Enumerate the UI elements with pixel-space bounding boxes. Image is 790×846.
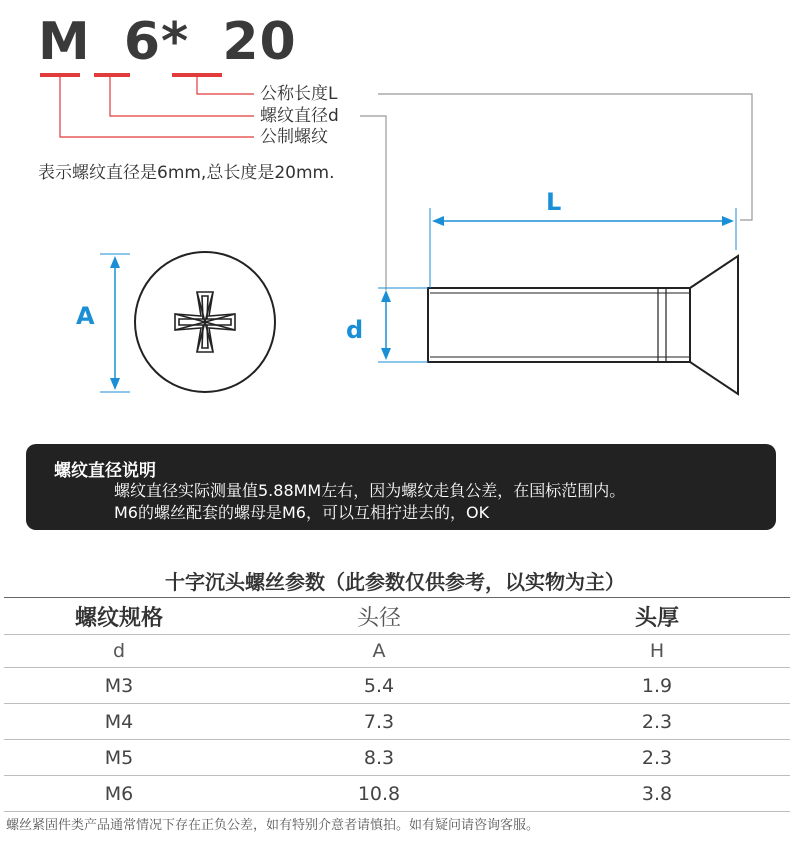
subheader-d: d: [4, 635, 234, 668]
cell-head-diameter: 8.3: [234, 740, 524, 776]
note-heading: 螺纹直径说明: [54, 461, 156, 481]
leader-metric: [60, 77, 254, 137]
header-thread-spec: 螺纹规格: [4, 598, 234, 635]
table-title: 十字沉头螺丝参数（此参数仅供参考，以实物为主）: [165, 570, 625, 594]
dim-d-label: d: [346, 316, 364, 344]
dim-l-label: L: [546, 188, 562, 216]
table-row: [4, 776, 790, 812]
cell-spec: M3: [4, 668, 234, 704]
leader-grey-length: [378, 94, 752, 220]
title-length: 20: [222, 12, 297, 72]
label-metric-thread: 公制螺纹: [260, 127, 328, 147]
table-header-row: [4, 598, 790, 635]
tolerance-disclaimer: 螺丝紧固件类产品通常情况下存在正负公差，如有特别介意者请慎拍。如有疑问请咨询客服。: [6, 818, 540, 833]
screw-side-view: [428, 256, 738, 394]
note-line-1: 螺纹直径实际测量值5.88MM左右，因为螺纹走負公差，在国标范围内。: [114, 481, 626, 500]
header-head-thickness: 头厚: [524, 598, 790, 635]
cell-head-thickness: 3.8: [524, 776, 790, 812]
label-thread-diameter: 螺纹直径d: [260, 106, 339, 126]
cell-spec: M4: [4, 704, 234, 740]
table-row: [4, 704, 790, 740]
spec-table: [4, 597, 790, 812]
leader-diameter: [110, 77, 254, 116]
subheader-a: A: [234, 635, 524, 668]
thread-note-box: [26, 444, 776, 530]
cell-spec: M5: [4, 740, 234, 776]
title-diameter: 6*: [123, 12, 190, 72]
note-line-2: M6的螺丝配套的螺母是M6，可以互相拧进去的，OK: [114, 503, 490, 522]
header-head-diameter: 头径: [234, 598, 524, 635]
cell-head-diameter: 5.4: [234, 668, 524, 704]
leader-grey-diameter: [360, 116, 386, 290]
title-metric: M: [38, 12, 91, 72]
label-nominal-length: 公称长度L: [260, 84, 338, 104]
cell-head-thickness: 2.3: [524, 704, 790, 740]
title-explanation: 表示螺纹直径是6mm,总长度是20mm.: [38, 163, 335, 183]
table-subheader-row: [4, 635, 790, 668]
cell-head-diameter: 10.8: [234, 776, 524, 812]
subheader-h: H: [524, 635, 790, 668]
table-row: [4, 668, 790, 704]
cell-head-diameter: 7.3: [234, 704, 524, 740]
table-row: [4, 740, 790, 776]
cell-head-thickness: 2.3: [524, 740, 790, 776]
cell-head-thickness: 1.9: [524, 668, 790, 704]
dim-a-label: A: [76, 302, 95, 330]
cell-spec: M6: [4, 776, 234, 812]
leader-length: [197, 77, 254, 94]
